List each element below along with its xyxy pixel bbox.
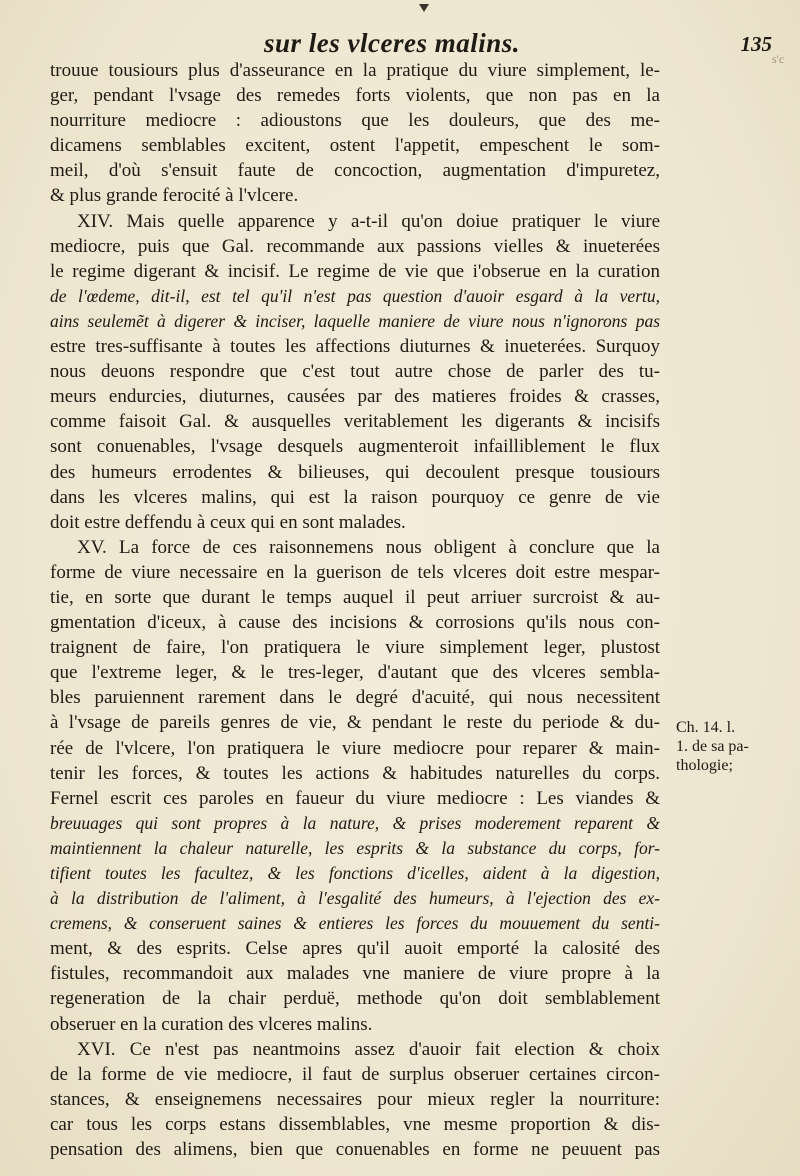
- text-line: fistules, recommandoit aux malades vne maniere de viure propre à la: [50, 963, 660, 985]
- quotation-line: maintiennent la chaleur naturelle, les esprits & la substance du corps, for-: [50, 837, 660, 858]
- page-number: 135: [740, 32, 772, 56]
- text-line: forme de viure necessaire en la guerison de tels vlceres doit estre mespar-: [50, 561, 660, 583]
- running-title: sur les vlceres malins.: [263, 28, 520, 58]
- text-line: obseruer en la curation des vlceres malins.: [50, 1013, 373, 1035]
- text-line: ment, & des esprits. Celse apres qu'il auoit emporté la calosité des: [50, 938, 660, 960]
- quotation-line: à la distribution de l'aliment, à l'esgalité des humeurs, à l'ejection des ex-: [50, 888, 660, 909]
- text-line: car tous les corps estans dissemblables, vne mesme proportion & dis-: [50, 1113, 660, 1135]
- body-text: [50, 58, 660, 1162]
- text-line: gmentation d'iceux, à cause des incisions & corrosions qu'ils nous con-: [50, 612, 660, 634]
- corner-mark: s'c: [772, 52, 785, 66]
- margin-note-line: thologie;: [676, 757, 733, 774]
- text-line: sont conuenables, l'vsage desquels augmenteroit infailliblement le flux: [50, 436, 660, 458]
- text-line: estre tres-suffisante à toutes les affections diuturnes & inueterées. Surquoy: [50, 336, 660, 358]
- quotation-line: de l'œdeme, dit-il, est tel qu'il n'est pas question d'auoir esgard à la vertu,: [50, 285, 660, 306]
- text-line: à l'vsage de pareils genres de vie, & pendant le reste du periode & du-: [50, 712, 660, 734]
- text-line: comme faisoit Gal. & ausquelles veritablement les digerants & incisifs: [50, 411, 660, 433]
- text-line: doit estre deffendu à ceux qui en sont malades.: [50, 511, 406, 533]
- text-line: le regime digerant & incisif. Le regime de vie que i'obserue en la curation: [50, 260, 660, 282]
- text-line: meurs endurcies, diuturnes, causées par des matieres froides & crasses,: [50, 386, 660, 408]
- text-line: regeneration de la chair perduë, methode qu'on doit semblablement: [50, 988, 660, 1010]
- text-line: mediocre, puis que Gal. recommande aux passions vielles & inueterées: [50, 235, 660, 257]
- section-heading-xiv: XIV. Mais quelle apparence y a-t-il qu'on doiue pratiquer le viure: [77, 210, 660, 232]
- text-line: tie, en sorte que durant le temps auquel il peut arriuer surcroist & au-: [50, 586, 660, 608]
- text-line: nourriture mediocre : adioustons que les douleurs, que des me-: [50, 110, 660, 132]
- margin-note-line: 1. de sa pa-: [676, 738, 749, 755]
- text-line: pensation des alimens, bien que conuenables en forme ne peuuent pas: [50, 1139, 660, 1161]
- margin-note-line: Ch. 14. l.: [676, 719, 736, 736]
- text-line: dicamens semblables excitent, ostent l'appetit, empeschent le som-: [50, 135, 660, 157]
- margin-note: [676, 718, 786, 775]
- text-line: nous deuons respondre que c'est tout autre chose de parler des tu-: [50, 361, 660, 383]
- text-line: tenir les forces, & toutes les actions & habitudes naturelles du corps.: [50, 762, 660, 784]
- text-line: & plus grande ferocité à l'vlcere.: [50, 185, 299, 207]
- quotation-line: tifient toutes les facultez, & les fonctions d'icelles, aident à la digestion,: [50, 863, 660, 883]
- text-line: meil, d'où s'ensuit faute de concoction, augmentation d'impuretez,: [50, 160, 660, 182]
- quotation-line: cremens, & conseruent saines & entieres les forces du mouuement du senti-: [50, 913, 660, 934]
- quotation-line: breuuages qui sont propres à la nature, & prises moderement reparent &: [50, 812, 660, 833]
- text-line: des humeurs errodentes & bilieuses, qui decoulent presque tousiours: [50, 461, 660, 483]
- ink-mark: [419, 4, 429, 12]
- quotation-line: ains seulemẽt à digerer & inciser, laquelle maniere de viure nous n'ignorons pas: [50, 310, 660, 331]
- text-line: que l'extreme leger, & le tres-leger, d'autant que des vlceres sembla-: [50, 662, 660, 684]
- text-line: trouue tousiours plus d'asseurance en la pratique du viure simplement, le-: [50, 60, 660, 81]
- text-line: de la forme de vie mediocre, il faut de surplus obseruer certaines circon-: [50, 1063, 660, 1085]
- text-line: dans les vlceres malins, qui est la raison pourquoy ce genre de vie: [50, 486, 660, 508]
- section-heading-xv: XV. La force de ces raisonnemens nous obligent à conclure que la: [77, 536, 660, 558]
- text-line: Fernel escrit ces paroles en faueur du viure mediocre : Les viandes &: [50, 787, 660, 809]
- section-heading-xvi: XVI. Ce n'est pas neantmoins assez d'auoir fait election & choix: [77, 1038, 660, 1060]
- text-line: stances, & enseignemens necessaires pour mieux regler la nourriture:: [50, 1088, 660, 1110]
- page-header: [0, 28, 800, 62]
- text-line: ger, pendant l'vsage des remedes forts violents, que non pas en la: [50, 85, 660, 107]
- text-line: rée de l'vlcere, l'on pratiquera le viure mediocre pour reparer & main-: [50, 737, 660, 759]
- text-line: traignent de faire, l'on pratiquera le viure simplement leger, plustost: [50, 637, 660, 659]
- text-line: bles paruiennent rarement dans le degré d'acuité, qui nous necessitent: [50, 687, 660, 709]
